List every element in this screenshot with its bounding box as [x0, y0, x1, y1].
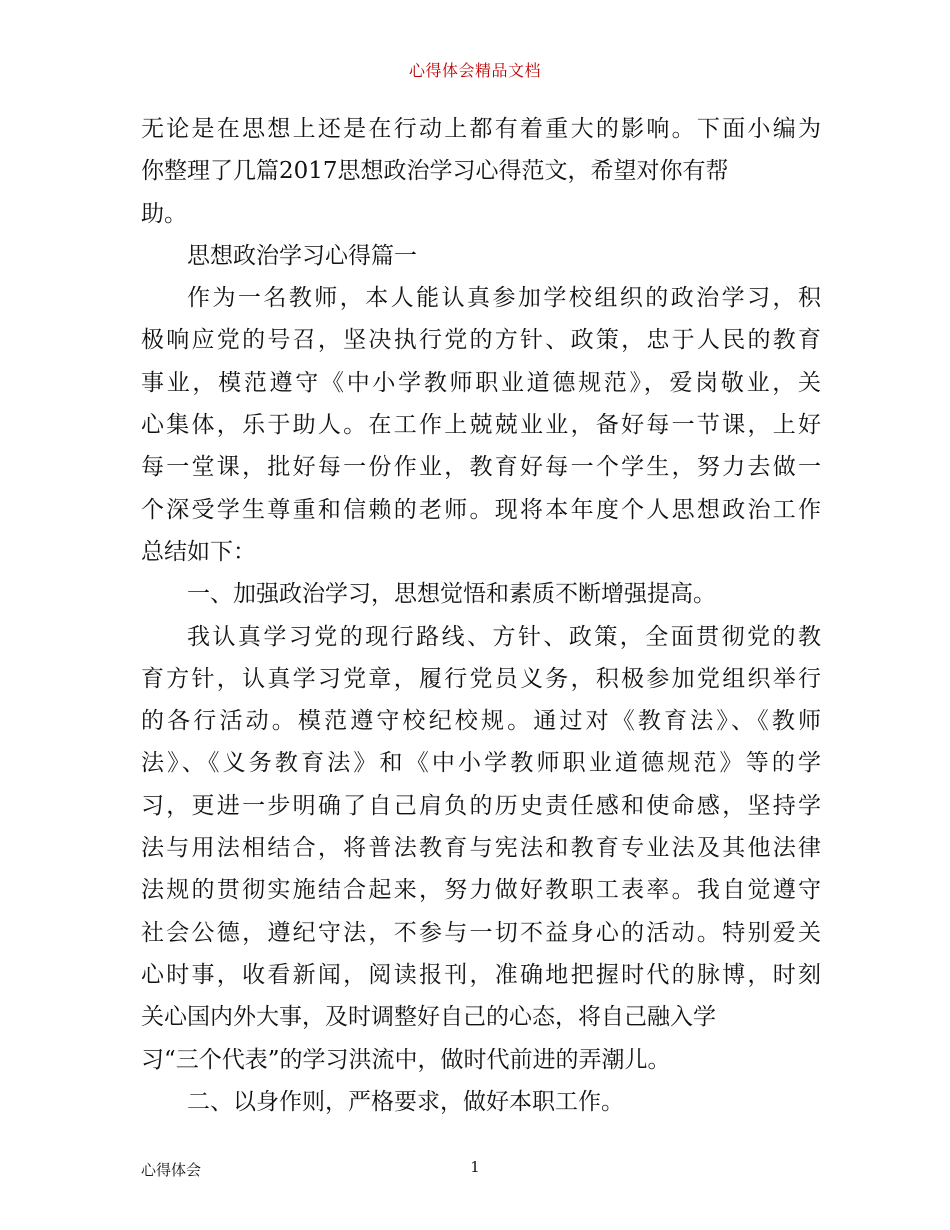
text-line: 总结如下：: [141, 538, 256, 565]
text-line: 法与用法相结合，将普法教育与宪法和教育专业法及其他法律: [141, 835, 821, 862]
text-line: 个深受学生尊重和信赖的老师。现将本年度个人思想政治工作: [141, 496, 821, 523]
text-line: 法》、《义务教育法》和《中小学教师职业道德规范》等的学: [141, 750, 821, 777]
footer-label: 心得体会: [141, 1161, 202, 1179]
text-line: 我认真学习党的现行路线、方针、政策，全面贯彻党的教: [187, 623, 821, 650]
text-line: 你整理了几篇2017思想政治学习心得范文，希望对你有帮: [141, 158, 729, 185]
text-line: 社会公德，遵纪守法，不参与一切不益身心的活动。特别爱关: [141, 919, 821, 946]
text-line: 每一堂课，批好每一份作业，教育好每一个学生，努力去做一: [141, 454, 821, 481]
text-line: 助。: [141, 200, 187, 227]
text-line: 事业，模范遵守《中小学教师职业道德规范》，爱岗敬业，关: [141, 369, 821, 396]
text-line: 的各行活动。模范遵守校纪校规。通过对《教育法》、《教师: [141, 708, 821, 735]
text-line: 心时事，收看新闻，阅读报刊，准确地把握时代的脉博，时刻: [141, 961, 821, 988]
text-line: 思想政治学习心得篇一: [187, 242, 417, 269]
text-line: 作为一名教师，本人能认真参加学校组织的政治学习，积: [187, 285, 821, 312]
footer-page-number: 1: [470, 1158, 480, 1176]
text-line: 法规的贯彻实施结合起来，努力做好教职工表率。我自觉遵守: [141, 877, 821, 904]
page-header-title: 心得体会精品文档: [408, 61, 541, 80]
text-line: 二、以身作则，严格要求，做好本职工作。: [187, 1088, 624, 1115]
text-line: 习“三个代表”的学习洪流中，做时代前进的弄潮儿。: [141, 1046, 671, 1073]
text-line: 极响应党的号召，坚决执行党的方针、政策，忠于人民的教育: [141, 327, 821, 354]
document-body: [141, 108, 821, 1123]
text-line: 心集体，乐于助人。在工作上兢兢业业，备好每一节课，上好: [141, 412, 821, 439]
text-line: 育方针，认真学习党章，履行党员义务，积极参加党组织举行: [141, 665, 821, 692]
text-line: 无论是在思想上还是在行动上都有着重大的影响。下面小编为: [141, 116, 821, 142]
text-line: 关心国内外大事，及时调整好自己的心态，将自己融入学: [141, 1004, 716, 1031]
text-line: 一、加强政治学习，思想觉悟和素质不断增强提高。: [187, 581, 716, 608]
text-line: 习，更进一步明确了自己肩负的历史责任感和使命感，坚持学: [141, 792, 821, 819]
